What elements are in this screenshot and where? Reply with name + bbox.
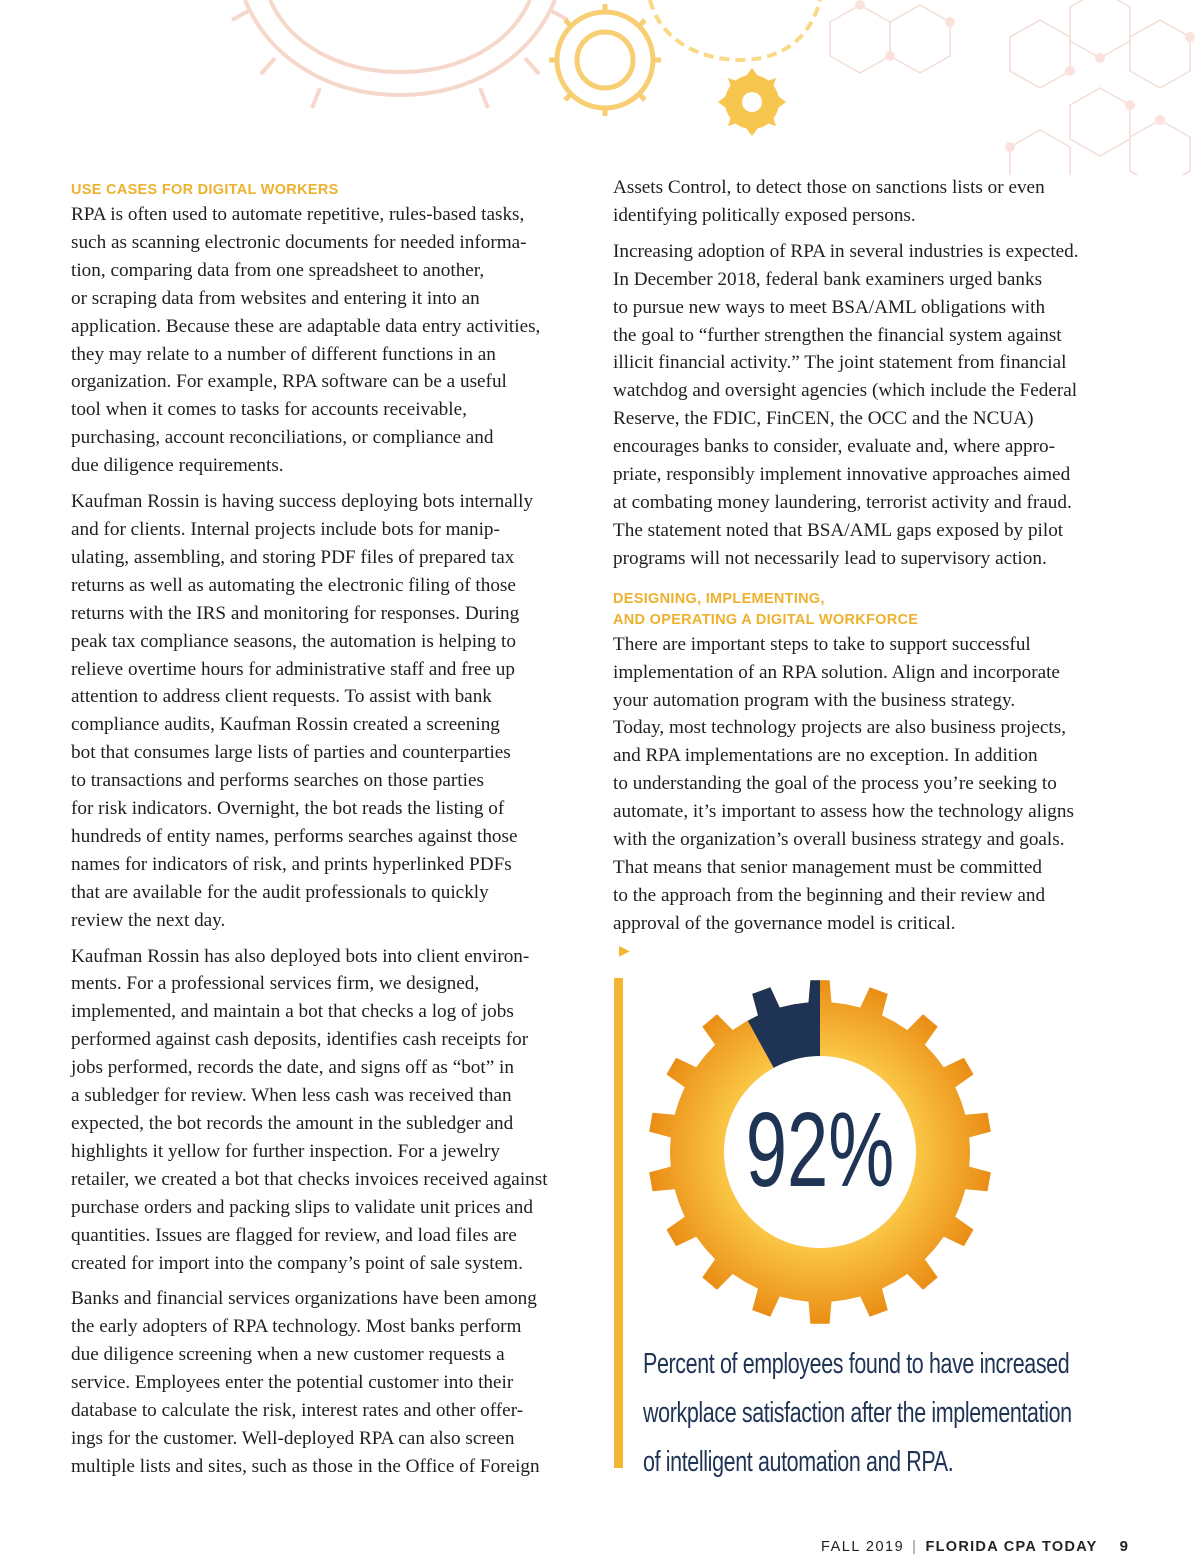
stat-caption [643, 1340, 1163, 1487]
text-line: jobs performed, records the date, and signs off as “bot” in [71, 1057, 514, 1079]
text-line-content: approval of the governance model is critical. [613, 912, 956, 934]
text-line: highlights it yellow for further inspection. For a jewelry [71, 1140, 500, 1162]
text-line: multiple lists and sites, such as those in the Office of Foreign [71, 1455, 540, 1477]
text-line: That means that senior management must be committed [613, 856, 1042, 878]
paragraph [71, 943, 591, 1278]
text-line: The statement noted that BSA/AML gaps exposed by pilot [613, 519, 1064, 541]
issue-label: FALL 2019 [821, 1539, 905, 1555]
text-line: implementation of an RPA solution. Align and incorporate [613, 661, 1060, 683]
text-line: expected, the bot records the amount in the subledger and [71, 1113, 514, 1134]
text-line: returns as well as automating the electronic filing of those [71, 574, 516, 596]
text-line: relieve overtime hours for administrative staff and free up [71, 658, 515, 680]
text-line: retailer, we created a bot that checks invoices received against [71, 1168, 548, 1190]
text-line: created for import into the company’s point of sale system. [71, 1252, 523, 1274]
text-line: such as scanning electronic documents for needed informa- [71, 231, 527, 253]
text-line: implemented, and maintain a bot that checks a log of jobs [71, 1001, 514, 1023]
stat-accent-bar [614, 978, 623, 1468]
text-line: There are important steps to take to support successful [613, 633, 1031, 655]
caption-line: workplace satisfaction after the implementation [643, 1397, 1072, 1429]
stat-value: 92% [745, 1090, 895, 1210]
text-line: hundreds of entity names, performs searches against those [71, 825, 518, 847]
text-line: review the next day. [71, 909, 226, 931]
text-line: In December 2018, federal bank examiners urged banks [613, 268, 1043, 290]
header-gear-illustration [0, 0, 1200, 175]
paragraph [613, 238, 1143, 573]
publication-name: FLORIDA CPA TODAY [925, 1539, 1098, 1555]
text-line: and for clients. Internal projects include bots for manip- [71, 518, 500, 540]
text-line: priate, responsibly implement innovative approaches aimed [613, 464, 1071, 486]
text-line: the early adopters of RPA technology. Most banks perform [71, 1316, 522, 1338]
left-column [71, 180, 591, 1489]
text-line: quantities. Issues are flagged for review, and load files are [71, 1224, 517, 1246]
paragraph [71, 1285, 591, 1480]
paragraph [613, 174, 1143, 230]
text-line: with the organization’s overall business strategy and goals. [613, 829, 1065, 851]
text-line: they may relate to a number of different functions in an [71, 343, 496, 365]
text-line: watchdog and oversight agencies (which include the Federal [613, 380, 1078, 402]
text-line: performed against cash deposits, identifies cash receipts for [71, 1029, 529, 1051]
text-line: to pursue new ways to meet BSA/AML obligations with [613, 296, 1046, 318]
heading-line: DESIGNING, IMPLEMENTING, [613, 590, 825, 607]
page-number: 9 [1119, 1538, 1128, 1555]
paragraph [71, 488, 591, 935]
text-line: returns with the IRS and monitoring for responses. During [71, 602, 520, 624]
text-line: bot that consumes large lists of parties and counterparties [71, 742, 511, 764]
section-heading-use-cases: USE CASES FOR DIGITAL WORKERS [71, 182, 339, 198]
text-line: for risk indicators. Overnight, the bot reads the listing of [71, 798, 505, 820]
text-line: identifying politically exposed persons. [613, 204, 916, 226]
text-line: due diligence requirements. [71, 455, 284, 477]
text-line: names for indicators of risk, and prints hyperlinked PDFs [71, 853, 512, 875]
text-line: Kaufman Rossin is having success deploying bots internally [71, 491, 534, 513]
text-line: service. Employees enter the potential customer into their [71, 1372, 514, 1394]
text-line: at combating money laundering, terrorist activity and fraud. [613, 491, 1072, 513]
footer-separator: | [912, 1539, 918, 1555]
text-line: database to calculate the risk, interest rates and other offer- [71, 1400, 524, 1422]
text-line: attention to address client requests. To assist with bank [71, 686, 492, 708]
page-footer [821, 1538, 1128, 1564]
text-line: purchasing, account reconciliations, or compliance and [71, 427, 494, 449]
text-line: Today, most technology projects are also business projects, [613, 717, 1067, 739]
text-line: or scraping data from websites and entering it into an [71, 287, 480, 309]
text-line: to understanding the goal of the process you’re seeking to [613, 773, 1057, 795]
text-line: Assets Control, to detect those on sanctions lists or even [613, 177, 1045, 198]
text-line: peak tax compliance seasons, the automation is helping to [71, 630, 516, 652]
peach-gear-icon [232, 0, 568, 108]
text-line: to transactions and performs searches on those parties [71, 770, 484, 792]
stat-gear-graphic [640, 972, 1000, 1332]
text-line: application. Because these are adaptable data entry activities, [71, 315, 541, 337]
text-line: illicit financial activity.” The joint statement from financial [613, 352, 1067, 374]
text-line: the goal to “further strengthen the financial system against [613, 324, 1062, 346]
text-line [613, 910, 1143, 966]
outline-gear-icon [549, 4, 661, 116]
dashed-gear-icon [650, 0, 820, 60]
text-line: automate, it’s important to assess how the technology aligns [613, 801, 1074, 823]
text-line: purchase orders and packing slips to validate unit prices and [71, 1196, 533, 1218]
text-line: due diligence screening when a new customer requests a [71, 1344, 505, 1366]
text-line: ments. For a professional services firm, we designed, [71, 973, 480, 995]
text-line: RPA is often used to automate repetitive, rules-based tasks, [71, 204, 525, 225]
text-line: tool when it comes to tasks for accounts receivable, [71, 399, 467, 421]
text-line: Kaufman Rossin has also deployed bots into client environ- [71, 945, 530, 967]
text-line: and RPA implementations are no exception. In addition [613, 745, 1038, 767]
right-column [613, 174, 1143, 974]
solid-gear-icon [718, 68, 786, 136]
text-line: compliance audits, Kaufman Rossin created a screening [71, 714, 500, 736]
section-heading-designing [613, 589, 1143, 631]
continue-arrow-icon: ▶ [619, 943, 630, 959]
text-line: tion, comparing data from one spreadsheet to another, [71, 259, 485, 281]
text-line: to the approach from the beginning and their review and [613, 884, 1046, 906]
caption-line: Percent of employees found to have increased [643, 1348, 1070, 1380]
text-line: ings for the customer. Well-deployed RPA can also screen [71, 1427, 515, 1449]
text-line: a subledger for review. When less cash was received than [71, 1085, 512, 1107]
paragraph [613, 631, 1143, 966]
heading-line: AND OPERATING A DIGITAL WORKFORCE [613, 611, 919, 628]
text-line: organization. For example, RPA software can be a useful [71, 371, 507, 393]
text-line: your automation program with the business strategy. [613, 689, 1016, 711]
paragraph [71, 201, 591, 480]
text-line: Reserve, the FDIC, FinCEN, the OCC and the NCUA) [613, 408, 1034, 430]
text-line: ulating, assembling, and storing PDF files of prepared tax [71, 546, 515, 568]
text-line: Increasing adoption of RPA in several industries is expected. [613, 240, 1079, 262]
text-line: Banks and financial services organizations have been among [71, 1288, 537, 1310]
text-line: encourages banks to consider, evaluate and, where appro- [613, 436, 1055, 458]
text-line: programs will not necessarily lead to supervisory action. [613, 547, 1047, 569]
text-line: that are available for the audit professionals to quickly [71, 881, 489, 903]
caption-line: of intelligent automation and RPA. [643, 1446, 954, 1478]
